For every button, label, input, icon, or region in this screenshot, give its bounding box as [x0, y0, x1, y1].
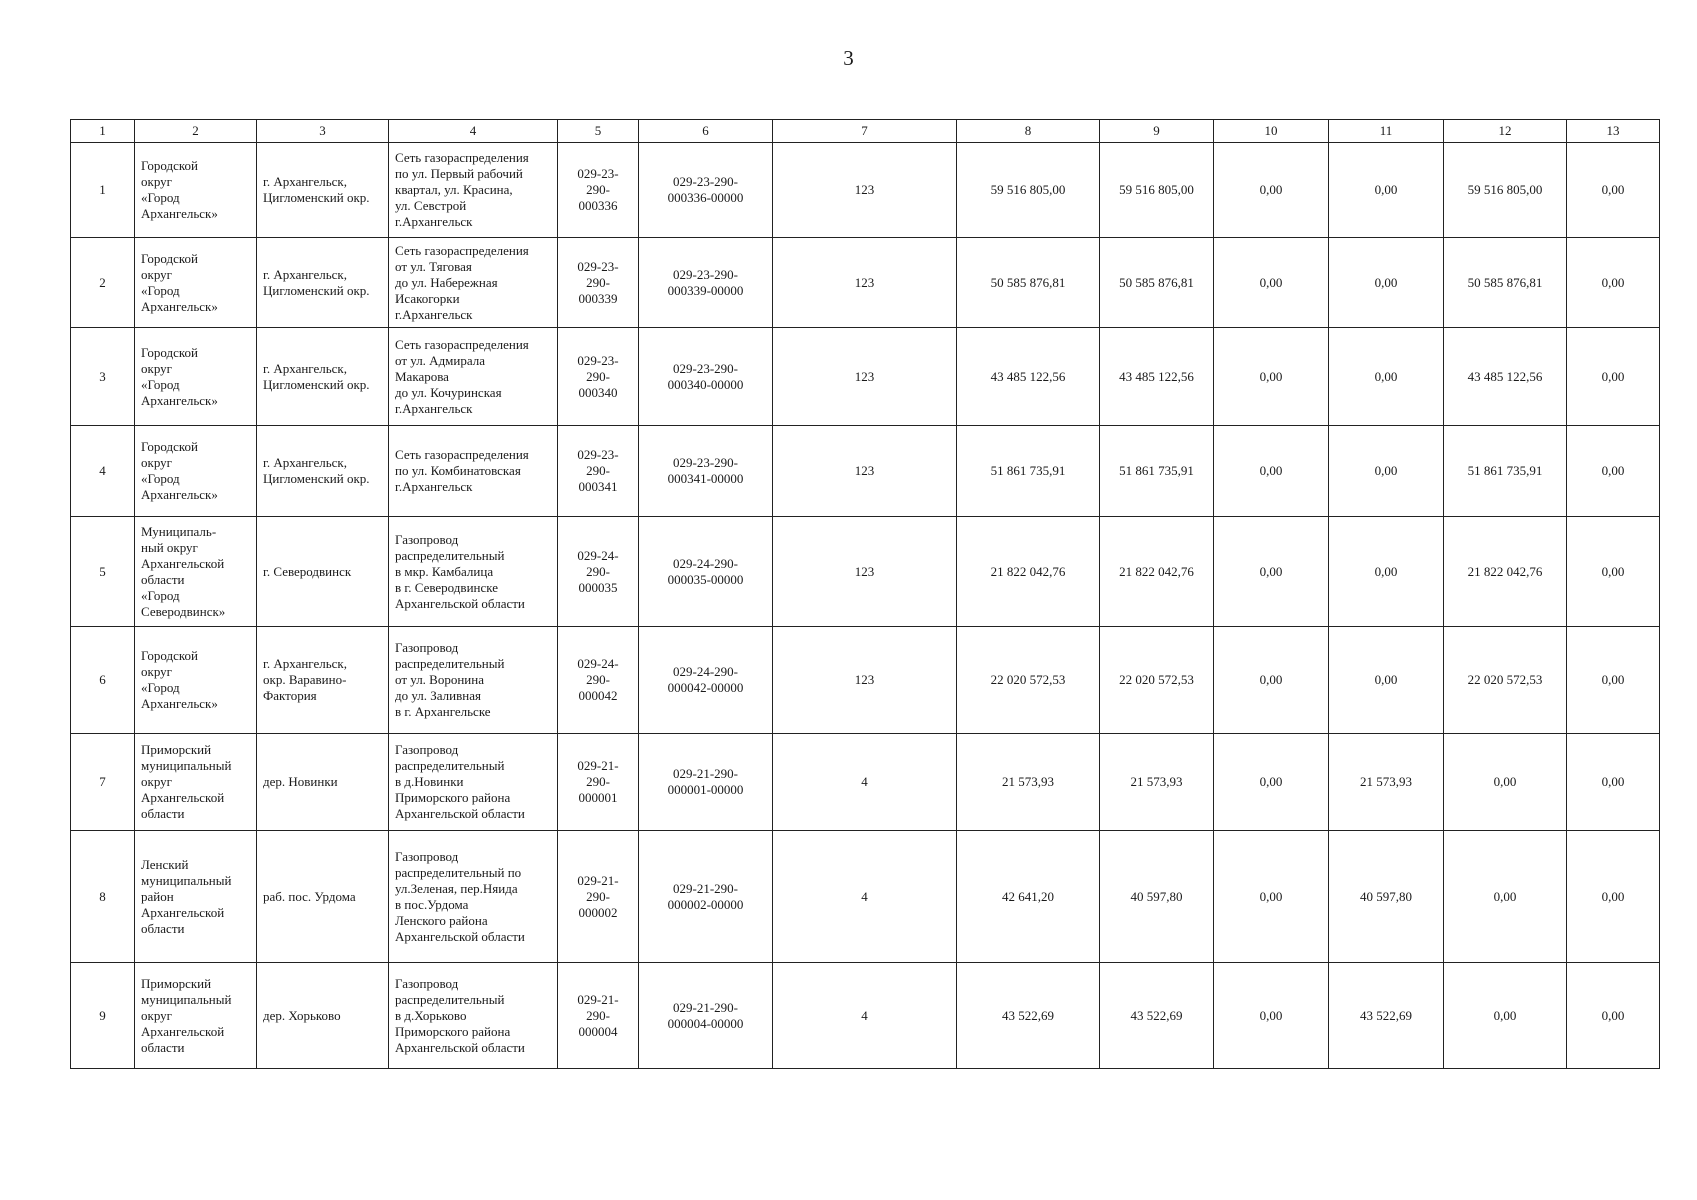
value-cell-9: 43 485 122,56 [1100, 328, 1214, 426]
count-cell: 123 [773, 238, 957, 328]
code-cell: 029-21- 290- 000004 [558, 963, 639, 1069]
value-cell-13: 0,00 [1567, 238, 1660, 328]
column-header: 10 [1214, 120, 1329, 143]
table-row [71, 627, 1660, 734]
location-cell: г. Северодвинск [257, 517, 389, 627]
value-cell-13: 0,00 [1567, 734, 1660, 831]
object-name-cell: Сеть газораспределения по ул. Комбинатовская г.Архангельск [389, 426, 558, 517]
value-cell-8: 51 861 735,91 [957, 426, 1100, 517]
owner-cell: Приморский муниципальный округ Архангельской области [135, 734, 257, 831]
location-cell: дер. Новинки [257, 734, 389, 831]
column-header: 9 [1100, 120, 1214, 143]
value-cell-12: 59 516 805,00 [1444, 143, 1567, 238]
value-cell-13: 0,00 [1567, 143, 1660, 238]
row-number: 2 [71, 238, 135, 328]
value-cell-8: 43 522,69 [957, 963, 1100, 1069]
value-cell-13: 0,00 [1567, 328, 1660, 426]
column-header: 6 [639, 120, 773, 143]
value-cell-11: 0,00 [1329, 627, 1444, 734]
value-cell-10: 0,00 [1214, 143, 1329, 238]
code-cell: 029-24- 290- 000042 [558, 627, 639, 734]
row-number: 3 [71, 328, 135, 426]
column-header: 11 [1329, 120, 1444, 143]
table-row [71, 734, 1660, 831]
row-number: 9 [71, 963, 135, 1069]
code-cell: 029-24- 290- 000035 [558, 517, 639, 627]
value-cell-11: 0,00 [1329, 517, 1444, 627]
table-row [71, 238, 1660, 328]
owner-cell: Городской округ «Город Архангельск» [135, 238, 257, 328]
table-row [71, 328, 1660, 426]
table-row [71, 426, 1660, 517]
object-name-cell: Газопровод распределительный в д.Новинки Приморского района Архангельской области [389, 734, 558, 831]
object-name-cell: Сеть газораспределения по ул. Первый рабочий квартал, ул. Красина, ул. Севстрой г.Архангельск [389, 143, 558, 238]
location-cell: г. Архангельск, Цигломенский окр. [257, 328, 389, 426]
column-header: 12 [1444, 120, 1567, 143]
count-cell: 4 [773, 734, 957, 831]
column-header: 8 [957, 120, 1100, 143]
page-number: 3 [843, 46, 854, 70]
row-number: 6 [71, 627, 135, 734]
code-cell: 029-23- 290- 000336 [558, 143, 639, 238]
value-cell-9: 59 516 805,00 [1100, 143, 1214, 238]
value-cell-13: 0,00 [1567, 627, 1660, 734]
value-cell-9: 22 020 572,53 [1100, 627, 1214, 734]
object-name-cell: Газопровод распределительный в мкр. Камбалица в г. Северодвинске Архангельской области [389, 517, 558, 627]
value-cell-9: 50 585 876,81 [1100, 238, 1214, 328]
value-cell-8: 59 516 805,00 [957, 143, 1100, 238]
owner-cell: Городской округ «Город Архангельск» [135, 328, 257, 426]
row-number: 4 [71, 426, 135, 517]
value-cell-9: 40 597,80 [1100, 831, 1214, 963]
location-cell: г. Архангельск, Цигломенский окр. [257, 238, 389, 328]
count-cell: 4 [773, 963, 957, 1069]
location-cell: г. Архангельск, Цигломенский окр. [257, 426, 389, 517]
value-cell-12: 21 822 042,76 [1444, 517, 1567, 627]
count-cell: 123 [773, 627, 957, 734]
table-row [71, 143, 1660, 238]
value-cell-12: 43 485 122,56 [1444, 328, 1567, 426]
header-row [71, 120, 1660, 143]
value-cell-11: 0,00 [1329, 143, 1444, 238]
location-cell: раб. пос. Урдома [257, 831, 389, 963]
owner-cell: Городской округ «Город Архангельск» [135, 627, 257, 734]
object-name-cell: Газопровод распределительный в д.Хорьково Приморского района Архангельской области [389, 963, 558, 1069]
value-cell-9: 21 822 042,76 [1100, 517, 1214, 627]
owner-cell: Приморский муниципальный округ Архангельской области [135, 963, 257, 1069]
location-cell: дер. Хорьково [257, 963, 389, 1069]
owner-cell: Муниципаль- ный округ Архангельской области «Город Северодвинск» [135, 517, 257, 627]
value-cell-10: 0,00 [1214, 517, 1329, 627]
value-cell-8: 21 822 042,76 [957, 517, 1100, 627]
owner-cell: Ленский муниципальный район Архангельской области [135, 831, 257, 963]
registry-number-cell: 029-23-290- 000336-00000 [639, 143, 773, 238]
value-cell-12: 0,00 [1444, 963, 1567, 1069]
registry-number-cell: 029-21-290- 000002-00000 [639, 831, 773, 963]
owner-cell: Городской округ «Город Архангельск» [135, 426, 257, 517]
column-header: 2 [135, 120, 257, 143]
row-number: 7 [71, 734, 135, 831]
row-number: 8 [71, 831, 135, 963]
column-header: 1 [71, 120, 135, 143]
count-cell: 123 [773, 328, 957, 426]
column-header: 3 [257, 120, 389, 143]
value-cell-10: 0,00 [1214, 426, 1329, 517]
value-cell-11: 0,00 [1329, 426, 1444, 517]
registry-number-cell: 029-21-290- 000004-00000 [639, 963, 773, 1069]
count-cell: 123 [773, 143, 957, 238]
code-cell: 029-23- 290- 000340 [558, 328, 639, 426]
value-cell-12: 22 020 572,53 [1444, 627, 1567, 734]
row-number: 1 [71, 143, 135, 238]
object-name-cell: Газопровод распределительный по ул.Зеленая, пер.Няида в пос.Урдома Ленского района Архангельской области [389, 831, 558, 963]
value-cell-10: 0,00 [1214, 963, 1329, 1069]
value-cell-11: 0,00 [1329, 238, 1444, 328]
gas-network-registry-table [70, 119, 1660, 1069]
value-cell-11: 21 573,93 [1329, 734, 1444, 831]
value-cell-8: 42 641,20 [957, 831, 1100, 963]
value-cell-10: 0,00 [1214, 627, 1329, 734]
value-cell-12: 0,00 [1444, 831, 1567, 963]
value-cell-8: 50 585 876,81 [957, 238, 1100, 328]
object-name-cell: Сеть газораспределения от ул. Тяговая до ул. Набережная Исакогорки г.Архангельск [389, 238, 558, 328]
code-cell: 029-23- 290- 000341 [558, 426, 639, 517]
count-cell: 123 [773, 517, 957, 627]
object-name-cell: Сеть газораспределения от ул. Адмирала Макарова до ул. Кочуринская г.Архангельск [389, 328, 558, 426]
value-cell-13: 0,00 [1567, 426, 1660, 517]
value-cell-12: 0,00 [1444, 734, 1567, 831]
count-cell: 4 [773, 831, 957, 963]
value-cell-8: 43 485 122,56 [957, 328, 1100, 426]
value-cell-10: 0,00 [1214, 328, 1329, 426]
code-cell: 029-23- 290- 000339 [558, 238, 639, 328]
value-cell-13: 0,00 [1567, 963, 1660, 1069]
registry-number-cell: 029-21-290- 000001-00000 [639, 734, 773, 831]
value-cell-10: 0,00 [1214, 734, 1329, 831]
value-cell-11: 0,00 [1329, 328, 1444, 426]
location-cell: г. Архангельск, окр. Варавино- Фактория [257, 627, 389, 734]
value-cell-11: 43 522,69 [1329, 963, 1444, 1069]
code-cell: 029-21- 290- 000001 [558, 734, 639, 831]
registry-number-cell: 029-24-290- 000042-00000 [639, 627, 773, 734]
column-header: 5 [558, 120, 639, 143]
registry-number-cell: 029-23-290- 000341-00000 [639, 426, 773, 517]
object-name-cell: Газопровод распределительный от ул. Воронина до ул. Заливная в г. Архангельске [389, 627, 558, 734]
value-cell-9: 21 573,93 [1100, 734, 1214, 831]
value-cell-8: 21 573,93 [957, 734, 1100, 831]
column-header: 4 [389, 120, 558, 143]
value-cell-11: 40 597,80 [1329, 831, 1444, 963]
value-cell-9: 51 861 735,91 [1100, 426, 1214, 517]
value-cell-8: 22 020 572,53 [957, 627, 1100, 734]
column-header: 7 [773, 120, 957, 143]
value-cell-12: 51 861 735,91 [1444, 426, 1567, 517]
value-cell-13: 0,00 [1567, 831, 1660, 963]
value-cell-13: 0,00 [1567, 517, 1660, 627]
code-cell: 029-21- 290- 000002 [558, 831, 639, 963]
value-cell-10: 0,00 [1214, 831, 1329, 963]
count-cell: 123 [773, 426, 957, 517]
table-row [71, 517, 1660, 627]
table-row [71, 831, 1660, 963]
owner-cell: Городской округ «Город Архангельск» [135, 143, 257, 238]
registry-number-cell: 029-23-290- 000340-00000 [639, 328, 773, 426]
registry-number-cell: 029-24-290- 000035-00000 [639, 517, 773, 627]
table-row [71, 963, 1660, 1069]
registry-number-cell: 029-23-290- 000339-00000 [639, 238, 773, 328]
value-cell-9: 43 522,69 [1100, 963, 1214, 1069]
row-number: 5 [71, 517, 135, 627]
column-header: 13 [1567, 120, 1660, 143]
value-cell-10: 0,00 [1214, 238, 1329, 328]
value-cell-12: 50 585 876,81 [1444, 238, 1567, 328]
location-cell: г. Архангельск, Цигломенский окр. [257, 143, 389, 238]
